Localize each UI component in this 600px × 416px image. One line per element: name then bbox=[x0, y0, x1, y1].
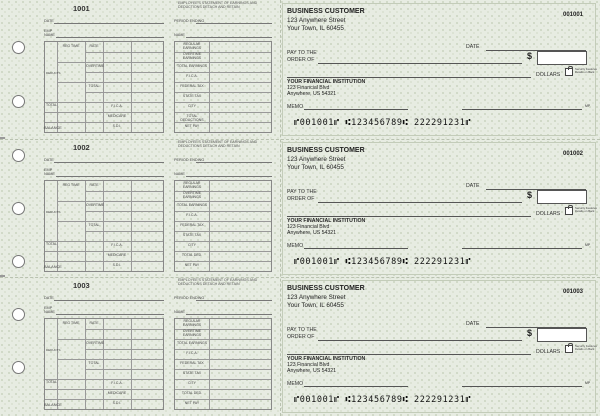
amount-box[interactable] bbox=[537, 328, 587, 342]
dollars-label: DOLLARS bbox=[536, 349, 561, 355]
dollar-sign: $ bbox=[527, 51, 533, 61]
stub-date-label: DATE bbox=[44, 296, 54, 300]
emp-name-label: EMP NAME bbox=[44, 168, 55, 176]
emp-name-line bbox=[56, 314, 164, 315]
stub-number: 1002 bbox=[73, 143, 90, 152]
check-section-2 bbox=[0, 139, 600, 277]
signature-line[interactable] bbox=[462, 109, 582, 110]
amount-words-line[interactable] bbox=[287, 77, 531, 78]
memo-line[interactable] bbox=[304, 109, 408, 110]
security-text: Security Features Details on Back bbox=[575, 206, 597, 213]
bank-name: YOUR FINANCIAL INSTITUTION bbox=[287, 218, 366, 224]
amount-box[interactable] bbox=[537, 190, 587, 204]
bank-street: 123 Financial Blvd bbox=[287, 85, 330, 91]
amount-box[interactable] bbox=[537, 51, 587, 65]
check-number: 001002 bbox=[563, 151, 584, 157]
security-text: Security Features Details on Back bbox=[575, 67, 597, 74]
check-number: 001003 bbox=[563, 289, 584, 295]
bank-name: YOUR FINANCIAL INSTITUTION bbox=[287, 79, 366, 85]
pay-to-label: PAY TO THE ORDER OF bbox=[287, 189, 317, 202]
dollar-sign: $ bbox=[527, 328, 533, 338]
check-number: 001001 bbox=[563, 12, 584, 18]
name-line bbox=[186, 314, 272, 315]
name-line bbox=[186, 37, 272, 38]
period-ending-label: PERIOD ENDING bbox=[174, 19, 205, 23]
dollar-sign: $ bbox=[527, 190, 533, 200]
micr-line: ⑈001001⑈ ⑆123456789⑆ 222291231⑈ bbox=[294, 395, 472, 405]
earnings-grid: REG TIME RATE OVERTIME TOTAL DEDUCTS TOTAL F.I.C.A. MEDICARE S.D.I. bbox=[44, 180, 164, 272]
balance-label: BALANCE bbox=[44, 126, 62, 130]
mp-label: MP bbox=[585, 381, 591, 385]
business-city: Your Town, IL 60455 bbox=[287, 25, 344, 32]
payee-line[interactable] bbox=[318, 202, 522, 203]
stub-title: EMPLOYEE'S STATEMENT OF EARNINGS AND DEDUCTIONS DETACH AND RETAIN bbox=[178, 1, 258, 10]
emp-name-line bbox=[56, 176, 164, 177]
memo-label: MEMO bbox=[287, 104, 304, 110]
stub-number: 1003 bbox=[73, 281, 90, 290]
micr-line: ⑈001001⑈ ⑆123456789⑆ 222291231⑈ bbox=[294, 257, 472, 267]
micr-line: ⑈001001⑈ ⑆123456789⑆ 222291231⑈ bbox=[294, 118, 472, 128]
business-city: Your Town, IL 60455 bbox=[287, 302, 344, 309]
balance-label: BALANCE bbox=[44, 265, 62, 269]
emp-name-line bbox=[56, 37, 164, 38]
name-label: NAME bbox=[174, 310, 185, 314]
emp-name-label: EMP NAME bbox=[44, 29, 55, 37]
dollars-label: DOLLARS bbox=[536, 72, 561, 78]
memo-line[interactable] bbox=[304, 248, 408, 249]
date-label: DATE bbox=[466, 321, 480, 327]
deductions-grid: REGULAR EARNINGS OVERTIME EARNINGS TOTAL EARNINGS F.I.C.A. FEDERAL TAX STATE TAX CITY TOTAL DED. NET PAY bbox=[174, 318, 272, 410]
date-label: DATE bbox=[466, 44, 480, 50]
mp-label: MP bbox=[585, 104, 591, 108]
period-ending-line bbox=[196, 300, 272, 301]
memo-label: MEMO bbox=[287, 243, 304, 249]
check-section-3 bbox=[0, 277, 600, 415]
stub-date-line bbox=[54, 23, 164, 24]
period-ending-label: PERIOD ENDING bbox=[174, 158, 205, 162]
balance-label: BALANCE bbox=[44, 403, 62, 407]
bank-name: YOUR FINANCIAL INSTITUTION bbox=[287, 356, 366, 362]
business-city: Your Town, IL 60455 bbox=[287, 164, 344, 171]
amount-words-line[interactable] bbox=[287, 216, 531, 217]
stub-number: 1001 bbox=[73, 4, 90, 13]
bank-street: 123 Financial Blvd bbox=[287, 362, 330, 368]
earnings-grid: REG TIME RATE OVERTIME TOTAL DEDUCTS TOTAL F.I.C.A. MEDICARE S.D.I. bbox=[44, 41, 164, 133]
stub-date-label: DATE bbox=[44, 158, 54, 162]
stub-date-line bbox=[54, 162, 164, 163]
memo-line[interactable] bbox=[304, 386, 408, 387]
period-ending-line bbox=[196, 23, 272, 24]
period-ending-label: PERIOD ENDING bbox=[174, 296, 205, 300]
business-street: 123 Anywhere Street bbox=[287, 156, 346, 163]
business-name: BUSINESS CUSTOMER bbox=[287, 285, 365, 292]
lock-icon bbox=[565, 207, 573, 215]
pay-to-label: PAY TO THE ORDER OF bbox=[287, 50, 317, 63]
date-label: DATE bbox=[466, 183, 480, 189]
check-section-1 bbox=[0, 0, 600, 138]
earnings-grid: REG TIME RATE OVERTIME TOTAL DEDUCTS TOTAL F.I.C.A. MEDICARE S.D.I. bbox=[44, 318, 164, 410]
pay-to-label: PAY TO THE ORDER OF bbox=[287, 327, 317, 340]
signature-line[interactable] bbox=[462, 248, 582, 249]
signature-line[interactable] bbox=[462, 386, 582, 387]
payee-line[interactable] bbox=[318, 340, 522, 341]
deductions-grid: REGULAR EARNINGS OVERTIME EARNINGS TOTAL EARNINGS F.I.C.A. FEDERAL TAX STATE TAX CITY TOTAL DEDUCTIONS NET PAY bbox=[174, 41, 272, 133]
name-label: NAME bbox=[174, 172, 185, 176]
mp-label: MP bbox=[585, 243, 591, 247]
emp-name-label: EMP NAME bbox=[44, 306, 55, 314]
deductions-grid: REGULAR EARNINGS OVERTIME EARNINGS TOTAL EARNINGS F.I.C.A. FEDERAL TAX STATE TAX CITY TOTAL DED. NET PAY bbox=[174, 180, 272, 272]
bank-street: 123 Financial Blvd bbox=[287, 224, 330, 230]
period-ending-line bbox=[196, 162, 272, 163]
stub-date-line bbox=[54, 300, 164, 301]
name-label: NAME bbox=[174, 33, 185, 37]
stub-date-label: DATE bbox=[44, 19, 54, 23]
bank-city: Anywhere, US 54321 bbox=[287, 91, 337, 97]
name-line bbox=[186, 176, 272, 177]
security-text: Security Features Details on Back bbox=[575, 344, 597, 351]
bank-city: Anywhere, US 54321 bbox=[287, 368, 337, 374]
bank-city: Anywhere, US 54321 bbox=[287, 230, 337, 236]
business-name: BUSINESS CUSTOMER bbox=[287, 8, 365, 15]
lock-icon bbox=[565, 68, 573, 76]
business-street: 123 Anywhere Street bbox=[287, 17, 346, 24]
business-street: 123 Anywhere Street bbox=[287, 294, 346, 301]
stub-title: EMPLOYEE'S STATEMENT OF EARNINGS AND DEDUCTIONS DETACH AND RETAIN bbox=[178, 278, 258, 287]
business-name: BUSINESS CUSTOMER bbox=[287, 147, 365, 154]
payee-line[interactable] bbox=[318, 63, 522, 64]
dollars-label: DOLLARS bbox=[536, 211, 561, 217]
lock-icon bbox=[565, 345, 573, 353]
amount-words-line[interactable] bbox=[287, 354, 531, 355]
memo-label: MEMO bbox=[287, 381, 304, 387]
stub-title: EMPLOYEE'S STATEMENT OF EARNINGS AND DEDUCTIONS DETACH AND RETAIN bbox=[178, 140, 258, 149]
